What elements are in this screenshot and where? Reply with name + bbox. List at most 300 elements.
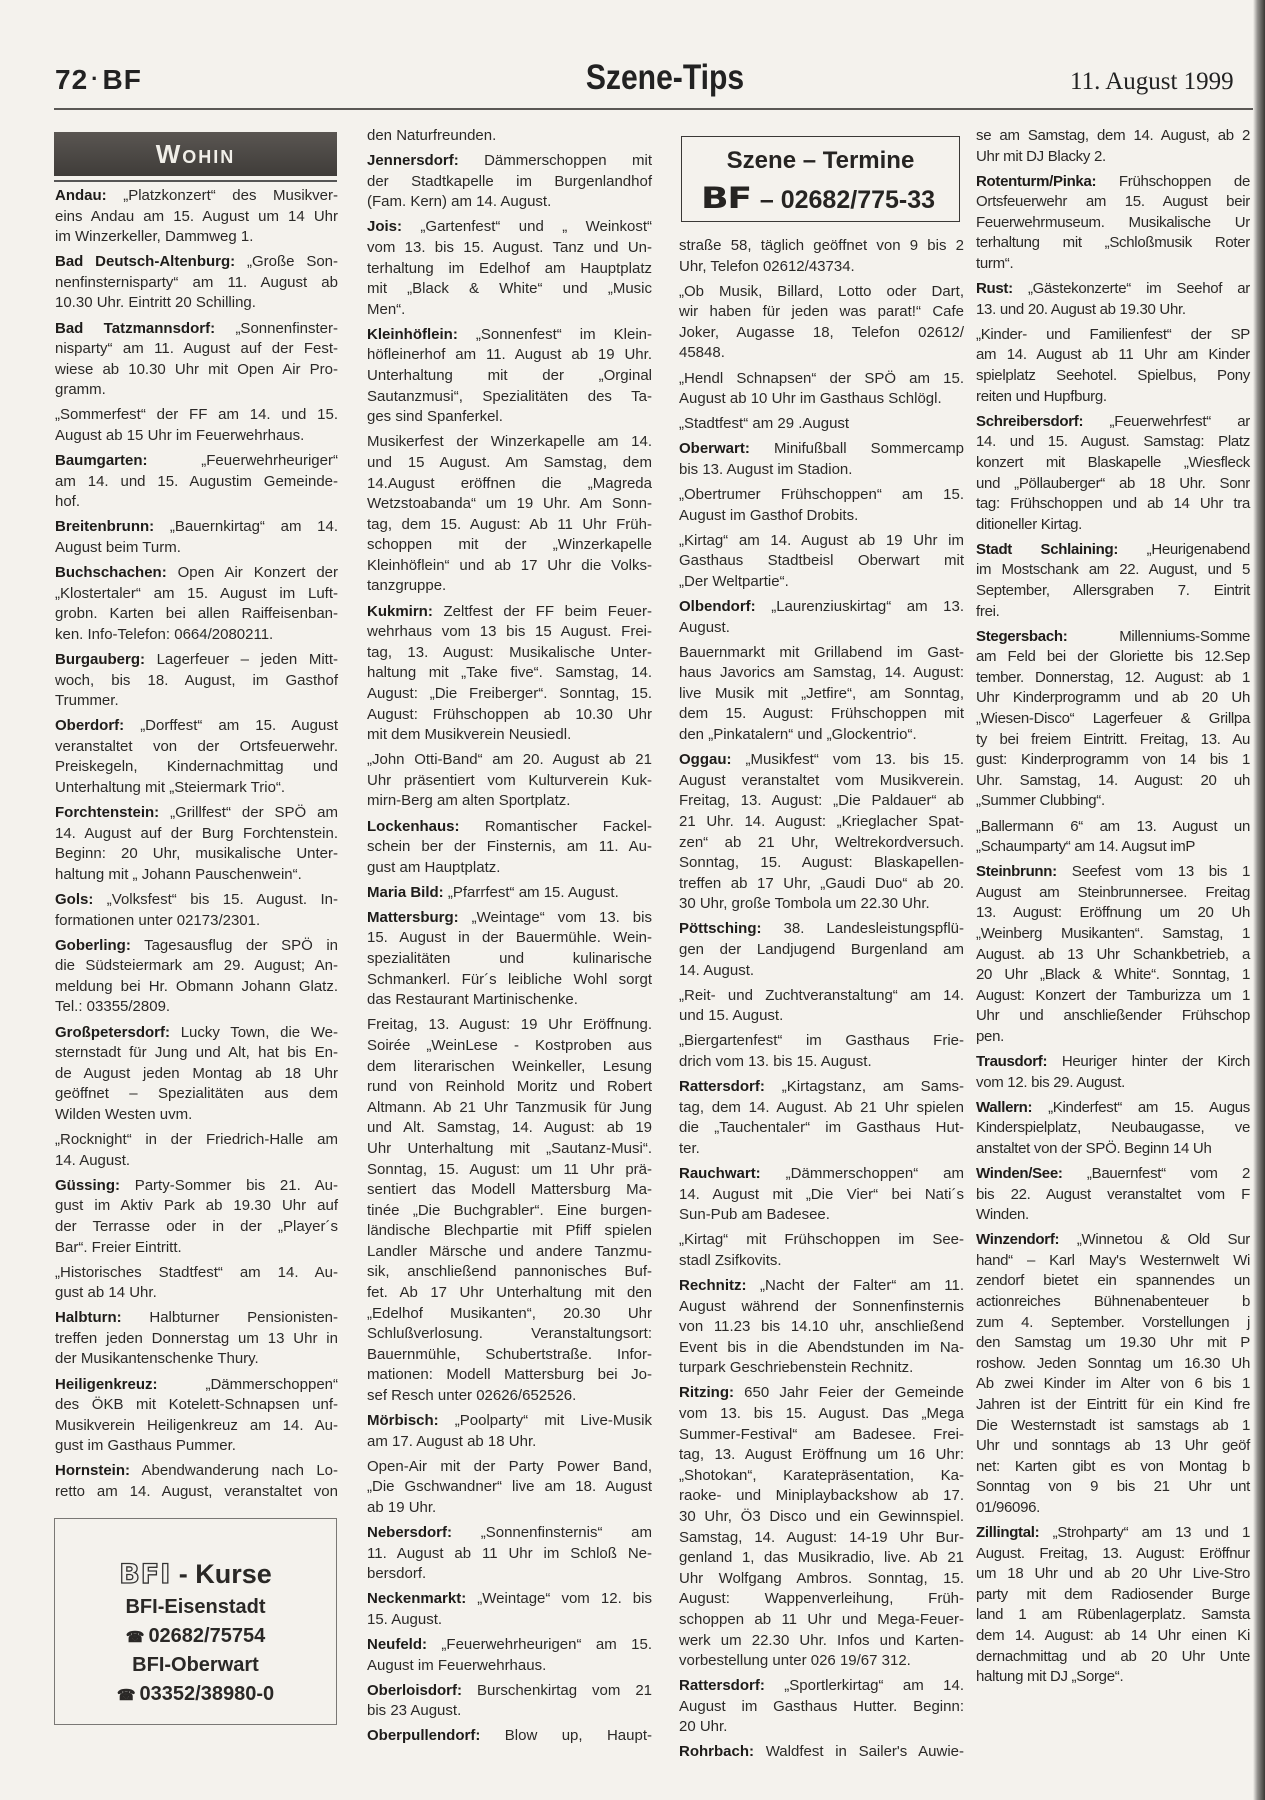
place-name: Breitenbrunn: xyxy=(55,518,155,536)
text-line xyxy=(55,273,338,294)
line-text: ab 19 Uhr. xyxy=(367,1499,437,1516)
text-line xyxy=(679,1185,964,1206)
text-line xyxy=(55,737,338,758)
text-line xyxy=(976,647,1250,668)
text-line xyxy=(55,844,338,865)
line-text: land 1 am Rübenlagerplatz. Samsta xyxy=(976,1606,1250,1624)
line-text: Trummer. xyxy=(55,692,119,710)
listing-entry xyxy=(976,279,1250,320)
text-line xyxy=(367,1160,652,1181)
line-text: der Stadtkapelle im Burgenlandhof xyxy=(367,172,652,190)
line-text: live Musik mit „Jetfire“, am Sonntag, xyxy=(679,684,964,702)
line-text: ken. Info-Telefon: 0664/2080211. xyxy=(55,625,274,643)
text-line xyxy=(679,1205,964,1226)
line-text: Minifußball Sommercamp xyxy=(774,440,965,458)
line-text: Uhr mit DJ Blacky 2. xyxy=(976,147,1106,165)
page-number: 72 xyxy=(55,64,89,95)
line-text: im Winzerkeller, Dammweg 1. xyxy=(55,228,254,246)
text-line xyxy=(367,602,652,623)
line-text: das Restaurant Martinischenke. xyxy=(367,991,578,1009)
line-text: „Dämmerschoppen“ am xyxy=(785,1164,964,1182)
line-text: August: Frühschoppen ab 10.30 Uhr xyxy=(367,705,652,723)
text-line xyxy=(679,1276,964,1297)
listing-entry xyxy=(367,1523,652,1585)
line-text: haltung mit „Take five“. Samstag, 14. xyxy=(367,664,652,682)
text-line xyxy=(55,1349,338,1370)
line-text: Gasthaus Stadtbeisl Oberwart mit xyxy=(679,552,964,570)
line-text: sternstadt für Jung und Alt, hat bis En- xyxy=(55,1044,338,1062)
text-line xyxy=(55,956,338,977)
text-line xyxy=(976,602,1250,623)
text-line xyxy=(976,233,1250,254)
listing-entry xyxy=(55,252,338,314)
line-text: „Feuerwehrheurigen“ am 15. xyxy=(441,1636,653,1654)
line-text: dernachmittag und ab 20 Uhr Unte xyxy=(976,1647,1250,1665)
text-line xyxy=(367,535,652,556)
listing-entry xyxy=(679,1164,964,1226)
line-text: wir haben für jeden was parat!“ Cafe xyxy=(679,303,964,321)
line-text: August im Gasthof Drobits. xyxy=(679,506,859,524)
place-name: Rotenturm/Pinka: xyxy=(976,172,1097,190)
text-line xyxy=(55,936,338,957)
line-text: 14. August auf der Burg Forchtenstein. xyxy=(55,824,338,842)
line-text: 13. und 20. August ab 19.30 Uhr. xyxy=(976,300,1186,318)
listing-entry xyxy=(55,517,338,558)
line-text: gen der Landjugend Burgenland am xyxy=(679,941,964,958)
text-line xyxy=(679,1610,964,1631)
listing-entry xyxy=(55,319,338,401)
text-line xyxy=(55,865,338,886)
text-line xyxy=(679,961,964,982)
line-text: „Stadtfest“ am 29 .August xyxy=(679,415,850,433)
line-text: mit „Black & White“ und „Music xyxy=(367,280,652,298)
line-text: Uhr und sonntags ab 13 Uhr geöf xyxy=(976,1437,1250,1455)
line-text: der Musikantenschenke Thury. xyxy=(55,1350,259,1368)
line-text: nisparty“ am 11. August auf der Fest- xyxy=(55,340,338,358)
place-name: Schreibersdorf: xyxy=(976,412,1084,430)
line-text: Beginn: 20 Uhr, musikalische Unter- xyxy=(55,845,338,863)
line-text: grobn. Karten bei allen Raiffeisenban- xyxy=(55,605,338,623)
bfi-kurse-ad xyxy=(54,1518,337,1725)
line-text: zen“ ab 21 Uhr, Weltrekordversuch. xyxy=(679,833,964,851)
line-text: gust am Hauptplatz. xyxy=(367,858,501,876)
text-line xyxy=(679,1118,964,1139)
text-line xyxy=(55,1023,338,1044)
text-line xyxy=(679,1031,964,1052)
place-name: Nebersdorf: xyxy=(367,1524,453,1542)
line-text: treffen ab 17 Uhr, „Gaudi Duo“ ab 20. xyxy=(679,874,964,892)
line-text: stadl Zsifkovits. xyxy=(679,1251,782,1269)
line-text: „Nacht der Falter“ am 11. xyxy=(760,1276,964,1294)
text-line xyxy=(679,684,964,705)
line-text: 13. August: Eröffnung um 20 Uh xyxy=(976,904,1250,922)
text-line xyxy=(367,1324,652,1345)
line-text: August: Konzert der Tamburizza um 1 xyxy=(976,986,1250,1004)
listing-continuation xyxy=(679,236,964,277)
line-text: schoppen ab 11 Uhr und Mega-Feuer- xyxy=(679,1610,964,1628)
text-line xyxy=(679,1676,964,1697)
text-line xyxy=(367,1477,652,1498)
text-line xyxy=(55,604,338,625)
line-text: woch, bis 18. August, im Gasthof xyxy=(55,671,338,689)
line-text: terhaltung im Edelhof am Hauptplatz xyxy=(367,259,652,277)
line-text: reiten und Hupfburg. xyxy=(976,387,1107,405)
line-text: vom 13. bis 15. August. Tanz und Un- xyxy=(367,238,652,256)
text-line xyxy=(367,1726,652,1747)
text-line xyxy=(976,1544,1250,1565)
line-text: schoppen mit der „Winzerkapelle xyxy=(367,536,652,554)
line-text: im Mostschank am 22. August, und 5 xyxy=(976,561,1250,579)
line-text: „Bauernfest“ vom 2 xyxy=(1086,1165,1251,1182)
listing-entry xyxy=(367,217,652,320)
text-line xyxy=(976,1457,1250,1478)
place-name: Bad Tatzmannsdorf: xyxy=(55,319,216,337)
listing-entry xyxy=(976,1164,1250,1226)
line-text: „Wiesen-Disco“ Lagerfeuer & Grillpa xyxy=(976,710,1250,728)
text-line xyxy=(976,1230,1250,1251)
text-line xyxy=(367,1589,652,1610)
text-line xyxy=(976,1626,1250,1647)
line-text: Uhr Kinderprogramm und ab 20 Uh xyxy=(976,689,1250,707)
listing-entry xyxy=(55,563,338,645)
bf-logo: BF xyxy=(700,181,751,215)
text-line xyxy=(679,302,964,323)
line-text: turm“. xyxy=(976,255,1014,273)
place-name: Kleinhöflein: xyxy=(367,325,458,343)
text-line xyxy=(367,684,652,705)
listing-entry xyxy=(679,750,964,915)
text-line xyxy=(976,1052,1250,1073)
text-line xyxy=(55,1238,338,1259)
text-line xyxy=(367,172,652,193)
line-text: werk um 22.30 Uhr. Infos und Karten- xyxy=(679,1631,964,1649)
line-text: August im Feuerwehrhaus. xyxy=(367,1656,547,1674)
line-text: Unterhaltung mit der „Orginal xyxy=(367,367,652,385)
text-line xyxy=(976,791,1250,812)
text-line xyxy=(55,1436,338,1457)
place-name: Stadt Schlaining: xyxy=(976,540,1119,558)
text-line xyxy=(367,1201,652,1222)
place-name: Buchschachen: xyxy=(55,564,167,582)
listing-continuation xyxy=(679,485,964,526)
text-line xyxy=(976,1498,1250,1519)
text-line xyxy=(55,1395,338,1416)
text-line xyxy=(367,259,652,280)
separator-dot: · xyxy=(91,66,100,91)
wohin-banner xyxy=(54,132,337,176)
text-line xyxy=(55,451,338,472)
text-line xyxy=(679,1717,964,1738)
line-text: spezialitäten und kulinarische xyxy=(367,950,652,968)
line-text: der Terrasse oder in der „Player´s xyxy=(55,1217,338,1235)
text-line xyxy=(679,1164,964,1185)
text-line xyxy=(976,366,1250,387)
text-line xyxy=(367,1139,652,1160)
text-line xyxy=(55,1283,338,1304)
text-line xyxy=(367,750,652,771)
line-text: die Südsteiermark am 29. August; An- xyxy=(55,957,338,975)
text-line xyxy=(367,858,652,879)
listing-entry xyxy=(976,540,1250,622)
text-line xyxy=(976,1098,1250,1119)
listing-continuation xyxy=(367,750,652,812)
text-line xyxy=(679,1742,964,1763)
text-line xyxy=(367,1098,652,1119)
text-line xyxy=(679,1358,964,1379)
place-name: Rechnitz: xyxy=(679,1276,747,1294)
line-text: Tagesausflug der SPÖ in xyxy=(144,936,338,954)
line-text: Winden. xyxy=(976,1206,1029,1224)
line-text: 20 Uhr „Black & White“. Sonntag, 1 xyxy=(976,966,1250,984)
line-text: gramm. xyxy=(55,381,106,399)
listing-entry xyxy=(367,602,652,746)
line-text: Freitag, 13. August: „Die Paldauer“ ab xyxy=(679,792,964,810)
text-line xyxy=(679,618,964,639)
listing-entry xyxy=(679,597,964,638)
line-text: Zeltfest der FF beim Feuer- xyxy=(443,602,652,620)
text-line xyxy=(367,453,652,474)
text-line xyxy=(976,837,1250,858)
line-text: Party-Sommer bis 21. Au- xyxy=(134,1176,338,1194)
text-line xyxy=(976,1313,1250,1334)
text-line xyxy=(55,517,338,538)
text-line xyxy=(976,817,1250,838)
text-line xyxy=(55,1151,338,1172)
listing-continuation xyxy=(976,325,1250,407)
line-text: August. ab 13 Uhr Schankbetrieb, a xyxy=(976,945,1250,963)
text-line xyxy=(367,1057,652,1078)
text-line xyxy=(55,997,338,1018)
line-text: „Der Weltpartie“. xyxy=(679,572,789,590)
line-text: den „Pinkatalern“ und „Glockentrio“. xyxy=(679,726,917,744)
listing-continuation xyxy=(679,369,964,410)
line-text: August: Wappenverleihung, Früh- xyxy=(679,1590,964,1608)
text-line xyxy=(976,279,1250,300)
text-line xyxy=(679,986,964,1007)
text-line xyxy=(976,1164,1250,1185)
listing-continuation xyxy=(55,1263,338,1304)
text-line xyxy=(679,1466,964,1487)
place-name: Lockenhaus: xyxy=(367,817,460,835)
text-line xyxy=(976,1374,1250,1395)
text-line xyxy=(976,581,1250,602)
banner-title: Wohin xyxy=(155,138,236,169)
text-line xyxy=(55,977,338,998)
text-line xyxy=(976,1139,1250,1160)
line-text: 11. August ab 11 Uhr im Schloß Ne- xyxy=(367,1544,652,1562)
line-text: vorbestellung unter 026 19/67 312. xyxy=(679,1652,911,1670)
line-text: Uhr. Samstag, 14. August: 20 uh xyxy=(976,771,1250,789)
listing-entry xyxy=(679,1276,964,1379)
text-line xyxy=(55,538,338,559)
line-text: ty bei freiem Eintritt. Freitag, 13. Au xyxy=(976,730,1250,748)
text-line xyxy=(367,345,652,366)
szene-termine-box xyxy=(681,136,960,222)
listing-continuation xyxy=(976,126,1250,167)
bfi-phone-2: 03352/38980-0 xyxy=(139,1683,275,1705)
page-header-left xyxy=(55,64,142,96)
line-text: „Weintage“ vom 12. bis xyxy=(477,1590,652,1608)
line-text: Freitag, 13. August: 19 Uhr Eröffnung. xyxy=(367,1016,652,1034)
line-text: konzert mit Blaskapelle „Wiesfleck xyxy=(976,453,1250,471)
line-text: Landler Märsche und andere Tanzmu- xyxy=(367,1242,652,1260)
line-text: Abendwanderung nach Lo- xyxy=(141,1462,338,1480)
line-text: Bauernmühle, Schubertstraße. Infor- xyxy=(367,1345,652,1363)
line-text: August veranstaltet vom Musikverein. xyxy=(679,771,964,789)
line-text: am 14. und 15. Augustim Gemeinde- xyxy=(55,472,338,490)
listing-entry xyxy=(976,172,1250,275)
text-line xyxy=(976,1251,1250,1272)
text-line xyxy=(976,1333,1250,1354)
line-text: Men“. xyxy=(367,300,406,318)
line-text: August: „Die Freiberger“. Sonntag, 15. xyxy=(367,684,652,702)
place-name: Heiligenkreuz: xyxy=(55,1375,158,1393)
text-line xyxy=(55,691,338,712)
line-text: schein ber der Finsternis, am 11. Au- xyxy=(367,838,652,856)
line-text: Ortsfeuerwehr am 15. August beir xyxy=(976,193,1250,211)
text-line xyxy=(679,551,964,572)
text-line xyxy=(679,725,964,746)
text-line xyxy=(367,432,652,453)
line-text: dem 15. August: Frühschoppen mit xyxy=(679,705,964,723)
line-text: „Gartenfest“ und „ Weinkost“ xyxy=(420,218,652,236)
text-line xyxy=(976,1205,1250,1226)
text-line xyxy=(367,837,652,858)
line-text: se am Samstag, dem 14. August, ab 2 xyxy=(976,127,1250,144)
line-text: „Weinberg Musikanten“. Samstag, 1 xyxy=(976,924,1250,942)
line-text: sentiert das Modell Mattersburg Ma- xyxy=(367,1181,652,1199)
line-text: ges sind Spanferkel. xyxy=(367,408,503,426)
line-text: tanzgruppe. xyxy=(367,577,447,595)
line-text: terhaltung mit „Schloßmusik Roter xyxy=(976,234,1250,252)
listing-entry xyxy=(367,325,652,428)
listing-entry xyxy=(367,1726,652,1747)
line-text: turpark Geschriebenstein Rechnitz. xyxy=(679,1359,914,1377)
text-line xyxy=(679,485,964,506)
place-name: Halbturn: xyxy=(55,1309,122,1327)
text-line xyxy=(367,1635,652,1656)
text-line xyxy=(55,339,338,360)
text-line xyxy=(976,924,1250,945)
line-text: „Heurigenabend xyxy=(1146,540,1251,558)
text-line xyxy=(976,1292,1250,1313)
text-line xyxy=(55,380,338,401)
text-line xyxy=(367,1701,652,1722)
text-line xyxy=(55,1217,338,1238)
line-text: geöffnet – Spezialitäten aus dem xyxy=(55,1085,338,1103)
text-line xyxy=(976,1416,1250,1437)
line-text: wiese ab 10.30 Uhr mit Open Air Pro- xyxy=(55,360,338,378)
listing-entry xyxy=(367,1589,652,1630)
column-3 xyxy=(679,236,964,1768)
line-text: Heuriger hinter der Kirch xyxy=(1061,1053,1251,1071)
listing-entry xyxy=(367,151,652,213)
line-text: „Edelhof Musikanten“, 20.30 Uhr xyxy=(367,1304,652,1322)
text-line xyxy=(679,791,964,812)
line-text: dem literarischen Weinkeller, Lesung xyxy=(367,1057,652,1075)
line-text: „Klostertaler“ am 15. August im Luft- xyxy=(55,584,338,602)
place-name: Gols: xyxy=(55,891,94,908)
line-text: pen. xyxy=(976,1027,1004,1045)
line-text: hand“ – Karl May's Westernwelt Wi xyxy=(976,1251,1250,1269)
text-line xyxy=(679,853,964,874)
text-line xyxy=(55,319,338,340)
line-text: wehrhaus vom 13 bis 15 August. Frei- xyxy=(367,623,652,641)
line-text: Jahren ist der Eintritt für ein Kind fre xyxy=(976,1396,1250,1414)
line-text: Uhr Unterhaltung mit „Sautanz-Musi“. xyxy=(367,1139,652,1157)
text-line xyxy=(367,1345,652,1366)
line-text: am 14. August ab 11 Uhr am Kinder xyxy=(976,346,1250,364)
text-line xyxy=(55,584,338,605)
place-name: Mattersburg: xyxy=(367,908,459,926)
place-name: Burgauberg: xyxy=(55,650,145,668)
text-line xyxy=(367,1432,652,1453)
place-name: Goberling: xyxy=(55,936,131,954)
text-line xyxy=(976,126,1250,147)
line-text: „Kinderfest“ am 15. Augus xyxy=(1048,1098,1250,1116)
line-text: „Schaumparty“ am 14. Augsut imP xyxy=(976,838,1196,856)
text-line xyxy=(976,730,1250,751)
place-name: Oberpullendorf: xyxy=(367,1727,481,1745)
listing-continuation xyxy=(679,282,964,364)
text-line xyxy=(679,1445,964,1466)
line-text: Millenniums-Somme xyxy=(1119,627,1250,645)
text-line xyxy=(55,1329,338,1350)
line-text: tember. Donnerstag, 12. August: ab 1 xyxy=(976,668,1250,686)
line-text: Lagerfeuer – jeden Mitt- xyxy=(156,650,338,668)
column-1 xyxy=(55,186,338,1507)
text-line xyxy=(976,883,1250,904)
text-line xyxy=(976,1477,1250,1498)
text-line xyxy=(679,1589,964,1610)
text-line xyxy=(367,1304,652,1325)
line-text: Halbturner Pensionisten- xyxy=(149,1309,338,1327)
text-line xyxy=(367,705,652,726)
line-text: „Winnetou & Old Sur xyxy=(1076,1231,1251,1249)
text-line xyxy=(367,949,652,970)
listing-entry xyxy=(55,936,338,1018)
text-line xyxy=(367,1411,652,1432)
text-line xyxy=(976,1395,1250,1416)
line-text: „Bauernkirtag“ am 14. xyxy=(169,518,338,536)
place-name: Forchtenstein: xyxy=(55,804,160,822)
line-text: „Sommerfest“ der FF am 14. und 15. xyxy=(55,406,338,424)
listing-entry xyxy=(55,650,338,712)
line-text: 14. August mit „Die Vier“ bei Nati´s xyxy=(679,1185,964,1203)
listing-entry xyxy=(55,803,338,885)
text-line xyxy=(367,1180,652,1201)
line-text: „Große Son- xyxy=(246,253,338,271)
text-line xyxy=(679,812,964,833)
text-line xyxy=(679,282,964,303)
listing-entry xyxy=(55,1023,338,1126)
listing-entry xyxy=(976,862,1250,1047)
listing-continuation xyxy=(679,986,964,1027)
text-line xyxy=(679,1631,964,1652)
line-text: Sautanzmusi“, Spezialitäten des Ta- xyxy=(367,387,652,405)
listing-continuation xyxy=(55,405,338,446)
text-line xyxy=(976,1185,1250,1206)
text-line xyxy=(55,824,338,845)
text-line xyxy=(679,506,964,527)
text-line xyxy=(55,716,338,737)
line-text: „Kinder- und Familienfest“ der SP xyxy=(976,325,1250,343)
text-line xyxy=(679,1077,964,1098)
listing-entry xyxy=(367,1681,652,1722)
text-line xyxy=(679,894,964,915)
line-text: frei. xyxy=(976,602,1000,620)
line-text: Soirée „WeinLese - Kostproben aus xyxy=(367,1036,652,1054)
